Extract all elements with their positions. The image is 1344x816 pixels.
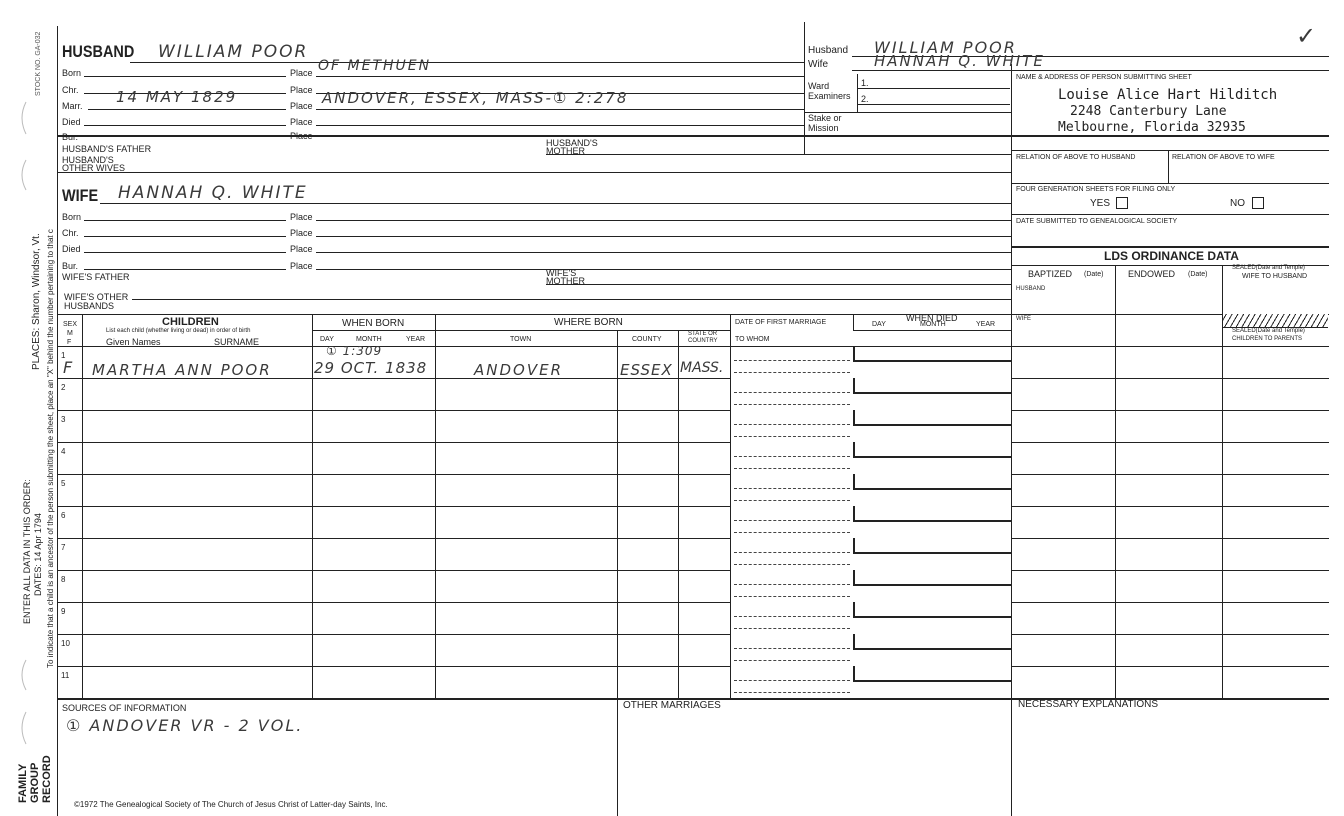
row-number: 11: [61, 671, 70, 680]
lds-sealed-children-1: SEALED(Date and Temple): [1232, 328, 1305, 334]
row-number: 2: [61, 383, 66, 392]
lds-row: [1012, 378, 1329, 379]
lds-wife-label: WIFE: [1016, 316, 1031, 322]
husband-marr-date[interactable]: 14 MAY 1829: [116, 88, 238, 106]
husband-chr-place-label: Place: [290, 85, 313, 95]
husband-mother-label-2: MOTHER: [546, 146, 585, 156]
marriage-dash-line: [734, 520, 850, 521]
table-row: [58, 570, 730, 571]
lds-row: [1012, 666, 1329, 667]
marriage-dash-line: [734, 584, 850, 585]
marriage-dash-line: [734, 552, 850, 553]
wife-died-place-line: [316, 252, 1011, 253]
husband-died-place-label: Place: [290, 117, 313, 127]
relation-top: [1012, 150, 1329, 151]
wife-chr-label: Chr.: [62, 228, 79, 238]
husband-bur-place-label: Place: [290, 131, 313, 141]
four-gen-label: FOUR GENERATION SHEETS FOR FILING ONLY: [1016, 186, 1176, 193]
husband-died-place-line: [316, 125, 804, 126]
husband-mother-line: [546, 154, 1011, 155]
submitter-line-2: 2248 Canterbury Lane: [1070, 104, 1227, 119]
child1-name[interactable]: MARTHA ANN POOR: [92, 361, 272, 379]
col-marriage: [853, 315, 854, 331]
sex-f-label: F: [67, 339, 72, 346]
died-entry-box[interactable]: [853, 346, 1012, 362]
wife-mother-label-2: MOTHER: [546, 276, 585, 286]
marriage-dash-line: [734, 660, 850, 661]
to-whom-label: TO WHOM: [735, 336, 770, 343]
husband-born-place-label: Place: [290, 68, 313, 78]
husband-born-place-line: [316, 76, 804, 77]
relation-divider: [1168, 150, 1169, 183]
marriage-dash-line: [734, 424, 850, 425]
marriage-dash-line: [734, 360, 850, 361]
submitter-line-3: Melbourne, Florida 32935: [1058, 120, 1246, 135]
lds-baptized-date: (Date): [1084, 271, 1104, 278]
county-label: COUNTY: [632, 336, 662, 343]
wife-other-husbands-2: HUSBANDS: [64, 301, 115, 311]
when-died-label: WHEN DIED: [906, 313, 958, 323]
wife-born-line: [84, 220, 286, 221]
table-row: [58, 506, 730, 507]
husband-bur-label: Bur.: [62, 132, 79, 142]
marriage-dash-line: [734, 692, 850, 693]
marriage-dash-line: [734, 596, 850, 597]
marriage-dash-line: [734, 404, 850, 405]
row-number: 3: [61, 415, 66, 424]
lds-husband-label: HUSBAND: [1016, 286, 1046, 292]
other-wives-line: [58, 172, 1011, 173]
marriage-dash-line: [734, 436, 850, 437]
marriage-dash-line: [734, 500, 850, 501]
marriage-dash-line: [734, 488, 850, 489]
marriage-dash-line: [734, 564, 850, 565]
husband-other-wives-1: HUSBAND'S: [62, 155, 114, 165]
lds-row: [1012, 570, 1329, 571]
copyright: ©1972 The Genealogical Society of The Church of Jesus Christ of Latter-day Saints, Inc.: [74, 800, 388, 809]
wife-label: WIFE: [62, 186, 99, 205]
marriage-dash-line: [734, 372, 850, 373]
table-row: [58, 442, 730, 443]
wife-name[interactable]: HANNAH Q. WHITE: [118, 183, 308, 203]
lds-row: [1012, 506, 1329, 507]
yes-label: YES: [1090, 198, 1111, 209]
died-entry-box[interactable]: [853, 410, 1012, 426]
where-born-label: WHERE BORN: [554, 317, 623, 328]
table-row: [58, 410, 730, 411]
lds-row: [1012, 634, 1329, 635]
surname-label: SURNAME: [214, 337, 260, 347]
born-day-label: DAY: [320, 336, 334, 343]
stake-label-2: Mission: [808, 123, 839, 133]
lds-endowed: ENDOWED: [1128, 269, 1175, 279]
table-row: [58, 538, 730, 539]
husband-born-place[interactable]: OF METHUEN: [318, 58, 432, 74]
subheader-line: [313, 330, 730, 331]
wife-born-place-label: Place: [290, 212, 313, 222]
wife-father-label: WIFE'S FATHER: [62, 272, 130, 282]
died-entry-box[interactable]: [853, 474, 1012, 490]
when-born-label: WHEN BORN: [342, 318, 405, 329]
necessary-explanations-label: NECESSARY EXPLANATIONS: [1018, 699, 1159, 710]
right-panel-divider: [1011, 64, 1012, 816]
children-top-line: [58, 314, 1329, 315]
lds-endowed-date: (Date): [1188, 271, 1208, 278]
examiner-line-2: [858, 104, 1010, 105]
died-entry-box[interactable]: [853, 538, 1012, 554]
examiner-2: 2.: [861, 94, 869, 104]
children-note: List each child (whether living or dead) in order of birth: [106, 328, 251, 334]
lds-row: [1012, 410, 1329, 411]
marriage-dash-line: [734, 468, 850, 469]
sex-label: SEX: [63, 321, 78, 328]
col-state: [730, 315, 731, 698]
lds-row: [1012, 538, 1329, 539]
state-label-2: COUNTRY: [688, 338, 718, 344]
husband-marr-place-line: [316, 109, 804, 110]
died-entry-box[interactable]: [853, 442, 1012, 458]
form-title-2: GROUP: [29, 762, 41, 803]
born-year-label: YEAR: [406, 336, 426, 343]
lds-row: [1012, 474, 1329, 475]
other-marriages-label: OTHER MARRIAGES: [623, 700, 721, 711]
wife-born-label: Born: [62, 212, 82, 222]
wife-mother-label-1: WIFE'S: [546, 268, 577, 278]
died-day-label: DAY: [872, 321, 886, 328]
no-label: NO: [1230, 198, 1245, 209]
examiner-1: 1.: [861, 78, 869, 88]
state-label-1: STATE OR: [688, 331, 718, 337]
town-label: TOWN: [510, 336, 532, 343]
col-town: [617, 330, 618, 816]
husband-marr-place[interactable]: ANDOVER, ESSEX, MASS-① 2:278: [322, 89, 629, 107]
submitter-line-1: Louise Alice Hart Hilditch: [1058, 87, 1278, 103]
table-row: [58, 666, 730, 667]
relation-husband-label: RELATION OF ABOVE TO HUSBAND: [1016, 154, 1136, 161]
row-number: 5: [61, 479, 66, 488]
died-entry-box[interactable]: [853, 570, 1012, 586]
died-entry-box[interactable]: [853, 378, 1012, 394]
husband-died-label: Died: [62, 117, 81, 127]
row-number: 4: [61, 447, 66, 456]
wife-other-husbands-line: [132, 299, 1011, 300]
marriage-dash-line: [734, 392, 850, 393]
sources-label: SOURCES OF INFORMATION: [62, 703, 187, 713]
husband-born-line: [84, 76, 286, 77]
lds-sealed-wife-2: WIFE TO HUSBAND: [1242, 273, 1308, 280]
header-husband-name[interactable]: WILLIAM POOR: [874, 38, 1017, 57]
born-month-label: MONTH: [356, 336, 382, 343]
wife-name-line: [100, 203, 1011, 204]
marriage-dash-line: [734, 532, 850, 533]
lds-baptized: BAPTIZED: [1028, 269, 1073, 279]
wife-died-label: Died: [62, 244, 81, 254]
children-label: CHILDREN: [162, 316, 219, 328]
wife-bur-place-line: [316, 269, 1011, 270]
marriage-dash-line: [734, 456, 850, 457]
stock-number: STOCK NO. GA-032: [35, 31, 42, 96]
date-submitted-label: DATE SUBMITTED TO GENEALOGICAL SOCIETY: [1016, 218, 1178, 225]
wife-bur-place-label: Place: [290, 261, 313, 271]
child1-town[interactable]: ANDOVER: [474, 361, 563, 379]
husband-chr-label: Chr.: [62, 85, 79, 95]
lds-hatched-cell: [1223, 314, 1328, 328]
lds-top: [1012, 246, 1329, 248]
marriage-dash-line: [734, 648, 850, 649]
examiners-label: Examiners: [808, 91, 851, 101]
ward-label: Ward: [808, 81, 830, 91]
lds-sealed-wife-1: SEALED(Date and Temple): [1232, 265, 1305, 271]
sources-text[interactable]: ① ANDOVER VR - 2 VOL.: [66, 716, 304, 735]
husband-name[interactable]: WILLIAM POOR: [158, 42, 309, 62]
wife-died-line: [84, 252, 286, 253]
table-row: [58, 474, 730, 475]
dates-note: DATES: 14 Apr 1794: [33, 513, 43, 596]
marriage-dash-line: [734, 680, 850, 681]
first-marriage-label: DATE OF FIRST MARRIAGE: [735, 319, 827, 326]
enter-order-note: ENTER ALL DATA IN THIS ORDER:: [22, 479, 32, 624]
husband-marr-line: [88, 109, 286, 110]
wife-born-place-line: [316, 220, 1011, 221]
wife-bur-line: [84, 269, 286, 270]
sex-m-label: M: [67, 330, 73, 337]
col-county: [678, 330, 679, 698]
died-entry-box[interactable]: [853, 602, 1012, 618]
wife-chr-line: [84, 236, 286, 237]
husband-name-line: [130, 62, 804, 63]
row-number: 1: [61, 351, 66, 360]
husband-other-wives-2: OTHER WIVES: [62, 163, 126, 173]
row-number: 9: [61, 607, 66, 616]
child1-born-ref[interactable]: ① 1:309: [326, 344, 383, 358]
marriage-dash-line: [734, 616, 850, 617]
marriage-dash-line: [734, 628, 850, 629]
form-title-1: FAMILY: [17, 763, 29, 803]
examiners-divider: [857, 74, 858, 112]
wife-died-place-label: Place: [290, 244, 313, 254]
places-note: PLACES: Sharon, Windsor, Vt.: [31, 233, 42, 370]
stake-label-1: Stake or: [808, 113, 842, 123]
submitter-label: NAME & ADDRESS OF PERSON SUBMITTING SHEET: [1016, 74, 1192, 81]
header-wife-line: [852, 70, 1329, 71]
child1-county[interactable]: ESSEX: [620, 361, 673, 379]
lds-row: [1012, 602, 1329, 603]
date-submitted-top: [1012, 214, 1329, 215]
row-number: 6: [61, 511, 66, 520]
wife-chr-place-label: Place: [290, 228, 313, 238]
husband-marr-place-label: Place: [290, 101, 313, 111]
table-row: [58, 602, 730, 603]
wife-mother-line: [546, 284, 1011, 285]
husband-section-bottom: [58, 135, 1329, 137]
died-year-label: YEAR: [976, 321, 996, 328]
relation-wife-label: RELATION OF ABOVE TO WIFE: [1172, 154, 1275, 161]
ancestor-instruction: To indicate that a child is an ancestor of the person submitting the sheet, place an "X" behind the number pertaining to that c: [46, 229, 55, 668]
header-husband-label: Husband: [808, 45, 849, 56]
husband-mother-label-1: HUSBAND'S: [546, 138, 598, 148]
row-number: 8: [61, 575, 66, 584]
form-title-3: RECORD: [41, 755, 53, 803]
husband-born-label: Born: [62, 68, 82, 78]
lds-row: [1012, 442, 1329, 443]
husband-died-line: [84, 125, 286, 126]
died-entry-box[interactable]: [853, 506, 1012, 522]
died-month-label: MONTH: [920, 321, 946, 328]
husband-marr-label: Marr.: [62, 101, 83, 111]
child1-sex[interactable]: F: [63, 358, 73, 377]
header-wife-name[interactable]: HANNAH Q. WHITE: [874, 52, 1045, 70]
wife-chr-place-line: [316, 236, 1011, 237]
child1-state[interactable]: MASS.: [680, 360, 724, 376]
examiner-line-1: [858, 88, 1010, 89]
husband-father-label: HUSBAND'S FATHER: [62, 144, 152, 154]
given-names-label: Given Names: [106, 337, 161, 347]
no-checkbox[interactable]: [1252, 197, 1264, 209]
lds-sealed-children-2: CHILDREN TO PARENTS: [1232, 336, 1303, 342]
died-subheader-line: [853, 330, 1011, 331]
died-entry-box[interactable]: [853, 666, 1012, 682]
yes-checkbox[interactable]: [1116, 197, 1128, 209]
table-row: [58, 634, 730, 635]
lds-title: LDS ORDINANCE DATA: [1104, 249, 1239, 263]
husband-label: HUSBAND: [62, 42, 135, 61]
four-gen-top: [1012, 183, 1329, 184]
child1-born-date[interactable]: 29 OCT. 1838: [314, 359, 428, 377]
wife-bur-label: Bur.: [62, 261, 79, 271]
row-number: 10: [61, 639, 70, 648]
wife-other-husbands-1: WIFE'S OTHER: [64, 292, 129, 302]
died-entry-box[interactable]: [853, 634, 1012, 650]
row-number: 7: [61, 543, 66, 552]
checkmark: ✓: [1296, 22, 1319, 50]
header-wife-label: Wife: [808, 59, 828, 70]
